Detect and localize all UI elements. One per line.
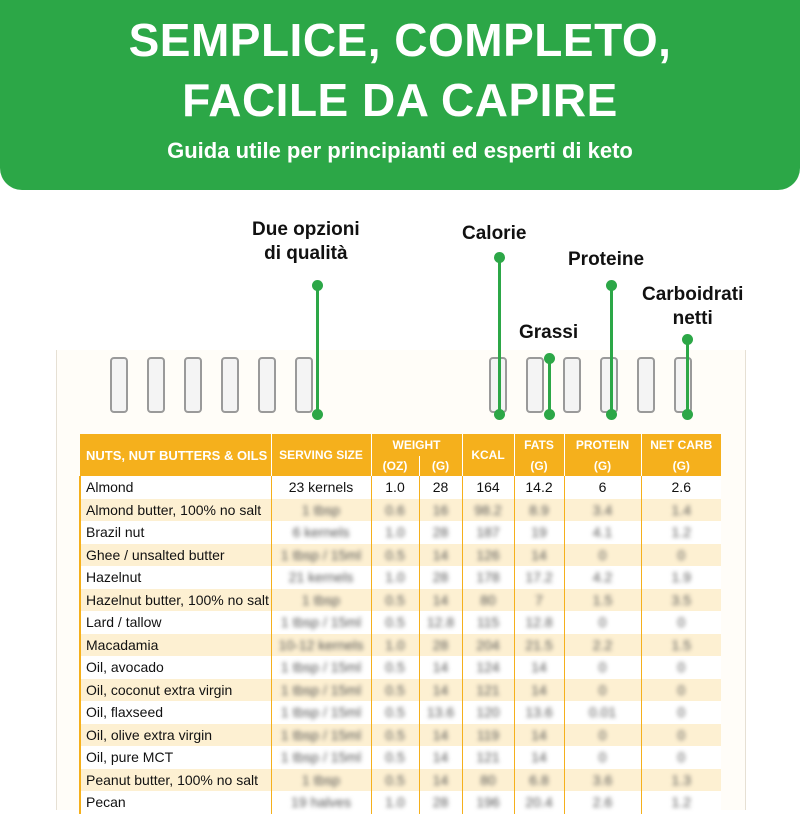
table-body — [80, 476, 721, 814]
cell-carb: 0 — [641, 701, 721, 724]
cell-protein: 4.1 — [564, 521, 641, 544]
cell-carb: 1.5 — [641, 634, 721, 657]
table-row — [80, 701, 721, 724]
callout-options: Due opzioni di qualità — [252, 219, 360, 264]
cell-g: 14 — [419, 544, 462, 567]
cell-name: Lard / tallow — [80, 611, 271, 634]
cell-g: 13.6 — [419, 701, 462, 724]
cell-kcal: 80 — [462, 589, 514, 612]
cell-oz: 0.5 — [371, 679, 419, 702]
cell-protein: 2.2 — [564, 634, 641, 657]
header-serving: SERVING SIZE — [271, 434, 371, 476]
cell-fats: 13.6 — [514, 701, 564, 724]
table-row — [80, 611, 721, 634]
cell-carb: 1.2 — [641, 791, 721, 814]
cell-fats: 7 — [514, 589, 564, 612]
cell-g: 12.8 — [419, 611, 462, 634]
ring-icon — [637, 357, 655, 413]
cell-oz: 0.5 — [371, 769, 419, 792]
callout-carbs: Carboidrati netti — [642, 284, 744, 329]
dot-marker — [312, 280, 323, 291]
cell-protein: 1.5 — [564, 589, 641, 612]
header-kcal: KCAL — [462, 434, 514, 476]
cell-g: 14 — [419, 724, 462, 747]
cell-g: 28 — [419, 521, 462, 544]
cell-name: Oil, olive extra virgin — [80, 724, 271, 747]
callout-calories: Calorie — [462, 223, 527, 244]
leader-line — [316, 285, 319, 415]
cell-oz: 0.5 — [371, 656, 419, 679]
dot-marker — [682, 409, 693, 420]
cell-oz: 1.0 — [371, 791, 419, 814]
cell-fats: 21.5 — [514, 634, 564, 657]
table-row — [80, 544, 721, 567]
table-row — [80, 746, 721, 769]
cell-kcal: 124 — [462, 656, 514, 679]
cell-kcal: 120 — [462, 701, 514, 724]
cell-serving: 10-12 kernels — [271, 634, 371, 657]
header-fats: FATS — [514, 434, 564, 456]
cell-kcal: 164 — [462, 476, 514, 499]
cell-fats: 20.4 — [514, 791, 564, 814]
cell-name: Pecan — [80, 791, 271, 814]
cell-protein: 0 — [564, 611, 641, 634]
cell-fats: 6.8 — [514, 769, 564, 792]
cell-g: 14 — [419, 656, 462, 679]
cell-serving: 1 tbsp / 15ml — [271, 701, 371, 724]
callout-protein: Proteine — [568, 249, 645, 270]
table-row — [80, 521, 721, 544]
table-row — [80, 656, 721, 679]
cell-oz: 1.0 — [371, 566, 419, 589]
cell-carb: 1.9 — [641, 566, 721, 589]
callout-fats: Grassi — [519, 322, 579, 343]
ring-icon — [526, 357, 544, 413]
table-row — [80, 769, 721, 792]
cell-carb: 1.3 — [641, 769, 721, 792]
cell-carb: 0 — [641, 611, 721, 634]
dot-marker — [544, 353, 555, 364]
cell-carb: 1.4 — [641, 499, 721, 522]
cell-oz: 0.5 — [371, 544, 419, 567]
cell-protein: 4.2 — [564, 566, 641, 589]
cell-carb: 0 — [641, 544, 721, 567]
cell-kcal: 187 — [462, 521, 514, 544]
header-fats-unit: (G) — [514, 456, 564, 476]
cell-serving: 1 tbsp / 15ml — [271, 746, 371, 769]
dot-marker — [606, 280, 617, 291]
table-row — [80, 589, 721, 612]
cell-fats: 14 — [514, 679, 564, 702]
cell-kcal: 121 — [462, 679, 514, 702]
cell-oz: 0.5 — [371, 724, 419, 747]
cell-carb: 0 — [641, 656, 721, 679]
header-net-carb-unit: (G) — [641, 456, 721, 476]
cell-name: Oil, avocado — [80, 656, 271, 679]
cell-oz: 0.5 — [371, 701, 419, 724]
header-net-carb: NET CARB — [641, 434, 721, 456]
banner-title-line1: SEMPLICE, COMPLETO, — [128, 14, 672, 66]
header-weight-g: (G) — [419, 456, 462, 476]
dot-marker — [682, 334, 693, 345]
cell-g: 14 — [419, 746, 462, 769]
cell-g: 28 — [419, 566, 462, 589]
table-row — [80, 724, 721, 747]
cell-carb: 0 — [641, 746, 721, 769]
cell-protein: 0.01 — [564, 701, 641, 724]
cell-fats: 19 — [514, 521, 564, 544]
cell-protein: 3.6 — [564, 769, 641, 792]
cell-kcal: 121 — [462, 746, 514, 769]
cell-protein: 0 — [564, 656, 641, 679]
dot-marker — [544, 409, 555, 420]
ring-icon — [258, 357, 276, 413]
cell-oz: 0.5 — [371, 611, 419, 634]
cell-oz: 1.0 — [371, 476, 419, 499]
cell-serving: 1 tbsp / 15ml — [271, 724, 371, 747]
cell-carb: 3.5 — [641, 589, 721, 612]
cell-g: 28 — [419, 791, 462, 814]
cell-name: Brazil nut — [80, 521, 271, 544]
cell-name: Oil, coconut extra virgin — [80, 679, 271, 702]
cell-protein: 0 — [564, 724, 641, 747]
header-protein-unit: (G) — [564, 456, 641, 476]
cell-protein: 0 — [564, 746, 641, 769]
cell-name: Hazelnut — [80, 566, 271, 589]
cell-g: 14 — [419, 679, 462, 702]
cell-name: Peanut butter, 100% no salt — [80, 769, 271, 792]
cell-name: Macadamia — [80, 634, 271, 657]
cell-carb: 0 — [641, 679, 721, 702]
cell-kcal: 196 — [462, 791, 514, 814]
banner-title-line2: FACILE DA CAPIRE — [182, 74, 618, 126]
header-weight-oz: (OZ) — [371, 456, 419, 476]
table-row — [80, 476, 721, 499]
dot-marker — [312, 409, 323, 420]
cell-g: 16 — [419, 499, 462, 522]
cell-protein: 0 — [564, 679, 641, 702]
cell-name: Hazelnut butter, 100% no salt — [80, 589, 271, 612]
cell-name: Oil, flaxseed — [80, 701, 271, 724]
table-row — [80, 634, 721, 657]
cell-serving: 1 tbsp / 15ml — [271, 656, 371, 679]
cell-g: 28 — [419, 634, 462, 657]
cell-serving: 1 tbsp / 15ml — [271, 611, 371, 634]
ring-icon — [674, 357, 692, 413]
dot-marker — [606, 409, 617, 420]
header-weight: WEIGHT — [371, 434, 462, 456]
cell-carb: 1.2 — [641, 521, 721, 544]
cell-name: Almond butter, 100% no salt — [80, 499, 271, 522]
cell-fats: 14 — [514, 746, 564, 769]
cell-kcal: 115 — [462, 611, 514, 634]
ring-icon — [295, 357, 313, 413]
cell-serving: 1 tbsp — [271, 589, 371, 612]
cell-serving: 19 halves — [271, 791, 371, 814]
cell-kcal: 119 — [462, 724, 514, 747]
cell-kcal: 126 — [462, 544, 514, 567]
ring-icon — [221, 357, 239, 413]
cell-name: Ghee / unsalted butter — [80, 544, 271, 567]
cell-carb: 0 — [641, 724, 721, 747]
cell-oz: 0.6 — [371, 499, 419, 522]
cell-oz: 1.0 — [371, 634, 419, 657]
cell-fats: 14.2 — [514, 476, 564, 499]
cell-g: 14 — [419, 589, 462, 612]
cell-oz: 1.0 — [371, 521, 419, 544]
cell-kcal: 80 — [462, 769, 514, 792]
nutrition-table — [79, 434, 721, 814]
cell-g: 14 — [419, 769, 462, 792]
ring-icon — [147, 357, 165, 413]
cell-oz: 0.5 — [371, 746, 419, 769]
ring-icon — [184, 357, 202, 413]
cell-serving: 1 tbsp / 15ml — [271, 679, 371, 702]
cell-serving: 1 tbsp / 15ml — [271, 544, 371, 567]
leader-line — [548, 358, 551, 415]
leader-line — [498, 257, 501, 415]
cell-protein: 3.4 — [564, 499, 641, 522]
table-row — [80, 679, 721, 702]
cell-g: 28 — [419, 476, 462, 499]
dot-marker — [494, 252, 505, 263]
cell-serving: 21 kernels — [271, 566, 371, 589]
cell-kcal: 98.2 — [462, 499, 514, 522]
banner-subtitle: Guida utile per principianti ed esperti di keto — [167, 138, 633, 163]
cell-serving: 1 tbsp — [271, 769, 371, 792]
table-row — [80, 791, 721, 814]
leader-line — [610, 285, 613, 415]
cell-oz: 0.5 — [371, 589, 419, 612]
ring-icon — [600, 357, 618, 413]
cell-fats: 8.9 — [514, 499, 564, 522]
cell-protein: 0 — [564, 544, 641, 567]
cell-fats: 17.2 — [514, 566, 564, 589]
cell-serving: 1 tbsp — [271, 499, 371, 522]
ring-icon — [110, 357, 128, 413]
header-protein: PROTEIN — [564, 434, 641, 456]
table-row — [80, 499, 721, 522]
cell-serving: 23 kernels — [271, 476, 371, 499]
cell-serving: 6 kernels — [271, 521, 371, 544]
cell-protein: 6 — [564, 476, 641, 499]
cell-carb: 2.6 — [641, 476, 721, 499]
leader-line — [686, 339, 689, 415]
cell-fats: 14 — [514, 724, 564, 747]
ring-icon — [563, 357, 581, 413]
cell-fats: 14 — [514, 656, 564, 679]
cell-name: Almond — [80, 476, 271, 499]
cell-kcal: 204 — [462, 634, 514, 657]
header-category: NUTS, NUT BUTTERS & OILS — [80, 434, 271, 476]
cell-kcal: 178 — [462, 566, 514, 589]
cell-fats: 14 — [514, 544, 564, 567]
header-banner — [0, 0, 800, 190]
dot-marker — [494, 409, 505, 420]
cell-fats: 12.8 — [514, 611, 564, 634]
cell-protein: 2.6 — [564, 791, 641, 814]
table-row — [80, 566, 721, 589]
cell-name: Oil, pure MCT — [80, 746, 271, 769]
